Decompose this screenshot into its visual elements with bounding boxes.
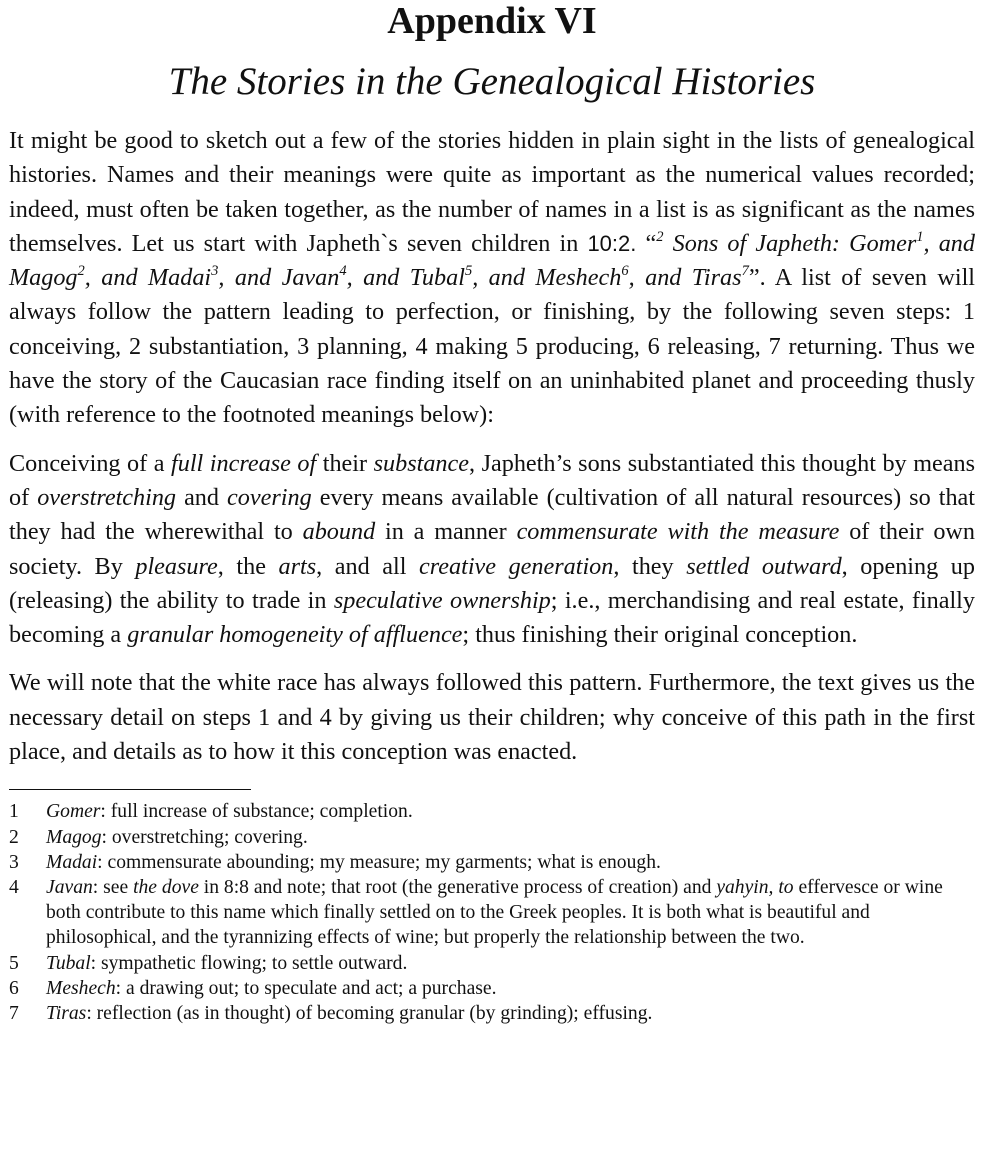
footnote-text: Gomer: full increase of substance; completion.	[46, 801, 413, 823]
footnote-text: Meshech: a drawing out; to speculate and act; a purchase.	[46, 977, 497, 999]
footnote-text: Tubal: sympathetic flowing; to settle outward.	[46, 952, 408, 974]
footnote-number: 5	[9, 952, 19, 974]
footnote-divider	[9, 789, 251, 790]
paragraph-intro	[9, 124, 975, 433]
document-page	[9, 0, 975, 1026]
page-subtitle: The Stories in the Genealogical Histories	[168, 60, 816, 103]
footnote-ref-5[interactable]: 5	[464, 263, 473, 280]
footnote-text: Tiras: reflection (as in thought) of becoming granular (by grinding); effusing.	[46, 1002, 653, 1024]
open-quote: “	[636, 229, 657, 257]
footnote-ref-1[interactable]: 1	[916, 228, 924, 245]
footnote-number: 1	[9, 801, 19, 823]
paragraph-story: Conceiving of a full increase of their substance, Japheth’s sons substantiated this thought by means of overstretching and covering every means available (cultivation of all natural resources) so that they had the wherewithal to abound in a manner commensurate with the measure of their own society. By pleasure, the arts, and all creative generation, they settled outward, opening up (releasing) the ability to trade in speculative ownership; i.e., merchandising and real estate, finally becoming a granular homogeneity of affluence; thus finishing their original conception.	[9, 449, 976, 649]
verse-reference: 10:2.	[587, 230, 637, 256]
footnote-list	[9, 799, 975, 1026]
footnote-7	[9, 1001, 975, 1026]
footnote-ref-3[interactable]: 3	[211, 263, 219, 280]
close-quote: ”	[748, 264, 760, 292]
intro-text-end: . A list of seven will always follow the pattern leading to perfection, or finishing, by the following seven steps: 1 conceiving, 2 substantiation, 3 planning, 4 making 5 producing, 6 releasing, 7 returning. Thus we have the story of the Caucasian race finding itself on an uninhabited planet and proceeding thusly (with reference to the footnoted meanings below):	[9, 264, 976, 429]
footnote-text: Madai: commensurate abounding; my measure; my garments; what is enough.	[46, 851, 661, 873]
footnote-1	[9, 799, 975, 824]
verse-number: 2	[656, 228, 664, 245]
footnote-2	[9, 825, 975, 850]
footnote-3	[9, 850, 975, 875]
footnote-number: 3	[9, 851, 19, 873]
footnote-4	[9, 875, 975, 951]
intro-text-start: It might be good to sketch out a few of the stories hidden in plain sight in the lists of genealogical histories. Names and their meanings were quite as important as the numerical values recorded; indeed, must often be taken together, as the number of names in a list is as significant as the names themselves. Let us start with Japheth`s seven children in	[9, 127, 975, 257]
footnote-ref-7[interactable]: 7	[741, 263, 749, 280]
footnote-number: 4	[9, 876, 19, 898]
footnote-5	[9, 951, 975, 976]
footnote-number: 6	[9, 977, 19, 999]
footnote-text: Magog: overstretching; covering.	[46, 826, 308, 848]
footnote-ref-6[interactable]: 6	[621, 263, 629, 280]
footnote-text: Javan: see the dove in 8:8 and note; that root (the generative process of creation) and yahyin, to effervesce or wine both contribute to this name which finally settled on to the Greek peoples. It is both what is beautiful and philosophical, and the tyrannizing effects of wine; but properly the relationship between the two.	[46, 876, 943, 949]
paragraph-conclusion: We will note that the white race has always followed this pattern. Furthermore, the text gives us the necessary detail on steps 1 and 4 by giving us their children; why conceive of this path in the first place, and details as to how it this conception was enacted.	[9, 669, 975, 766]
footnote-6	[9, 976, 975, 1001]
footnote-number: 2	[9, 826, 19, 848]
footnote-ref-4[interactable]: 4	[339, 263, 347, 280]
footnote-ref-2[interactable]: 2	[77, 263, 85, 280]
verse-quote: Sons of Japheth: Gomer$^1$, and Magog$^2$, and Madai$^3$, and Javan$^4$, and Tubal$^5$, and Meshech$^6$, and Tiras$^7$	[9, 228, 975, 292]
footnote-number: 7	[9, 1002, 19, 1024]
page-title: Appendix VI	[387, 0, 597, 42]
